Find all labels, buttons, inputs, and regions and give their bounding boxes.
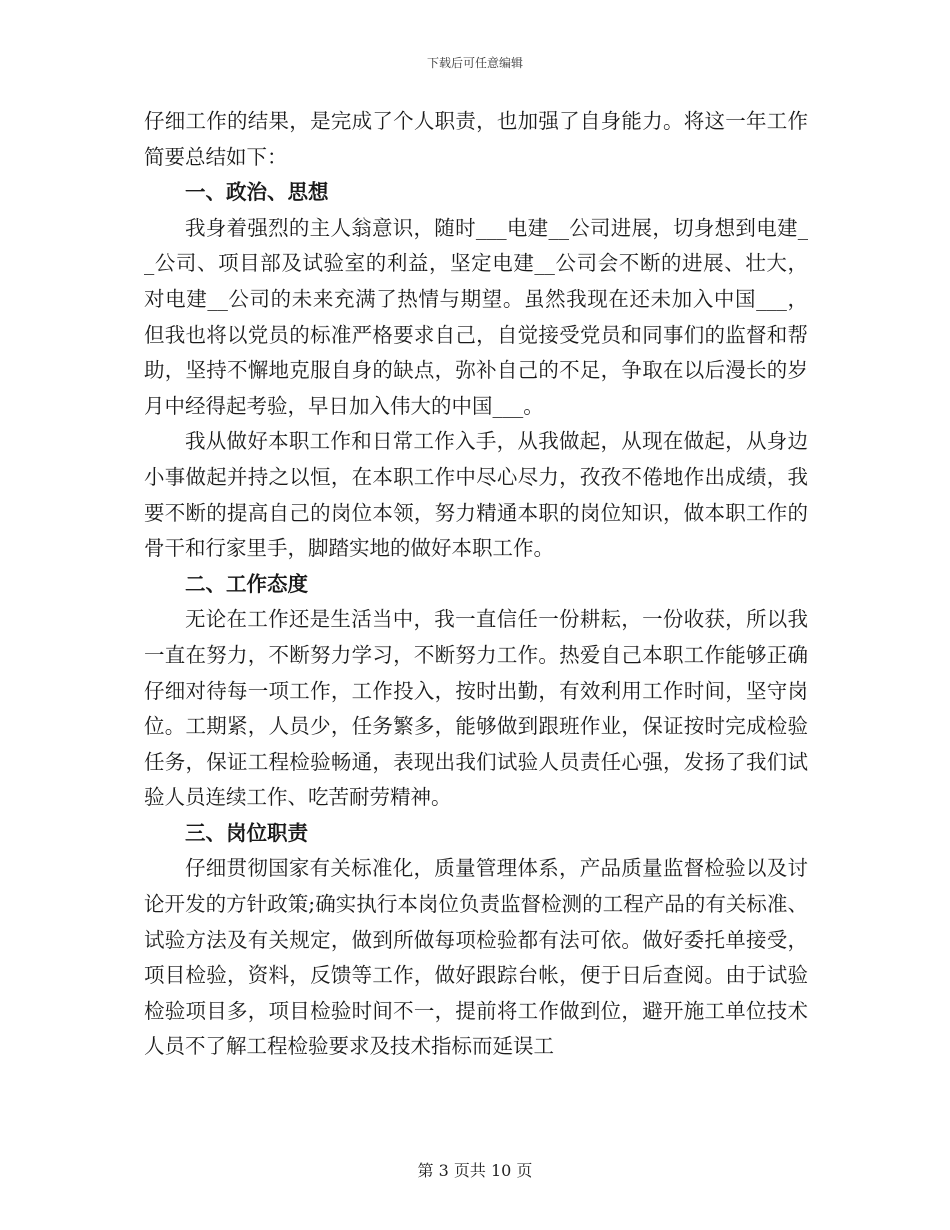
section3-paragraph-1: 仔细贯彻国家有关标准化，质量管理体系，产品质量监督检验以及讨论开发的方针政策;确实执行本岗位负责监督检测的工程产品的有关标准、试验方法及有关规定，做到所做每项检验都有法可依。做好委托单接受，项目检验，资料，反馈等工作，做好跟踪台帐，便于日后查阅。由于试验检验项目多，项目检验时间不一，提前将工作做到位，避开施工单位技术人员不了解工程检验要求及技术指标而延误工 bbox=[144, 856, 808, 1059]
intro-paragraph: 仔细工作的结果，是完成了个人职责，也加强了自身能力。将这一年工作简要总结如下： bbox=[144, 109, 808, 169]
page-number: 第 3 页共 10 页 bbox=[417, 1161, 533, 1180]
header-note: 下载后可任意编辑 bbox=[426, 56, 523, 70]
section1-paragraph-2: 我从做好本职工作和日常工作入手，从我做起，从现在做起，从身边小事做起并持之以恒，在本职工作中尽心尽力，孜孜不倦地作出成绩，我要不断的提高自己的岗位本领，努力精通本职的岗位知识，做本职工作的骨干和行家里手，脚踏实地的做好本职工作。 bbox=[144, 429, 808, 561]
section2-paragraph-1: 无论在工作还是生活当中，我一直信任一份耕耘，一份收获，所以我一直在努力，不断努力学习，不断努力工作。热爱自己本职工作能够正确仔细对待每一项工作，工作投入，按时出勤，有效利用工作时间，坚守岗位。工期紧，人员少，任务繁多，能够做到跟班作业，保证按时完成检验任务，保证工程检验畅通，表现出我们试验人员责任心强，发扬了我们试验人员连续工作、吃苦耐劳精神。 bbox=[144, 607, 808, 810]
section-heading-politics: 一、政治、思想 bbox=[185, 180, 329, 205]
section-heading-duties: 三、岗位职责 bbox=[185, 820, 308, 845]
section1-paragraph-1: 我身着强烈的主人翁意识，随时___电建__公司进展，切身想到电建__公司、项目部及试验室的利益，坚定电建__公司会不断的进展、壮大，对电建__公司的未来充满了热情与期望。虽然我现在还未加入中国___，但我也将以党员的标准严格要求自己，自觉接受党员和同事们的监督和帮助，坚持不懈地克服自身的缺点，弥补自己的不足，争取在以后漫长的岁月中经得起考验，早日加入伟大的中国___。 bbox=[144, 215, 808, 418]
document-body bbox=[144, 104, 808, 1065]
section-heading-attitude: 二、工作态度 bbox=[185, 571, 308, 596]
